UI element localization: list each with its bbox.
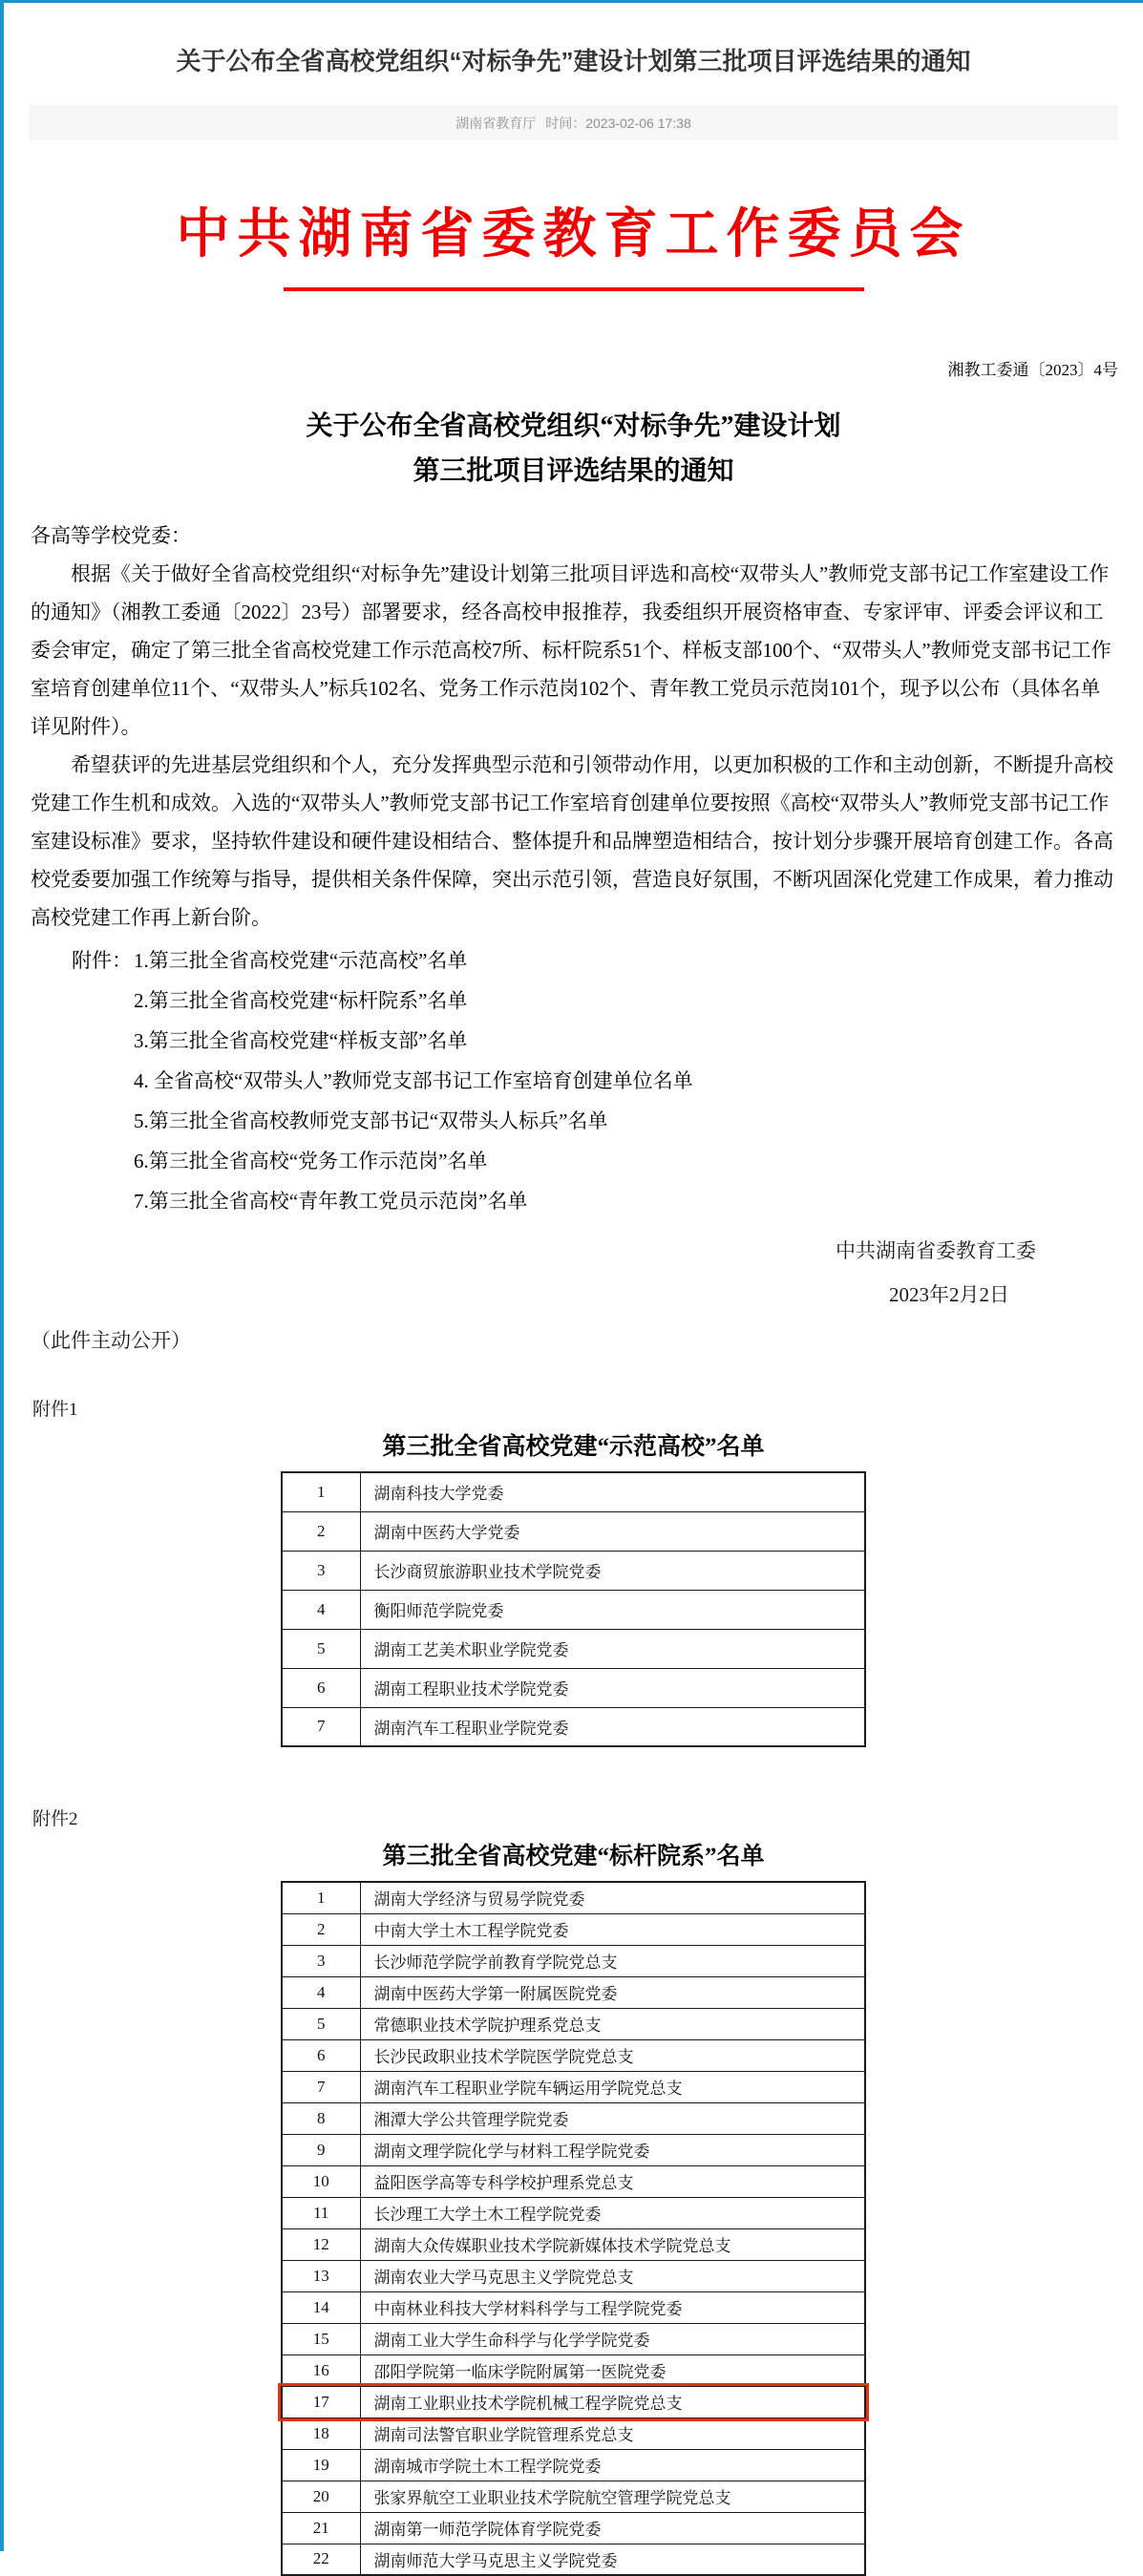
attachment-item: 4. 全省高校“双带头人”教师党支部书记工作室培育创建单位名单 bbox=[134, 1069, 693, 1092]
row-number-cell: 10 bbox=[282, 2165, 360, 2197]
paragraph-1: 根据《关于做好全省高校党组织“对标争先”建设计划第三批项目评选和高校“双带头人”教师党支部书记工作室建设工作的通知》（湘教工委通〔2022〕23号）部署要求，经各高校申报推荐，我委组织开展资格审查、专家评审、评委会评议和工委会审定，确定了第三批全省高校党建工作示范高校7所、标杆院系51个、样板支部100个、“双带头人”教师党支部书记工作室培育创建单位11个、“双带头人”标兵102名、党务工作示范岗102个、青年教工党员示范岗101个，现予以公布（具体名单详见附件）。 bbox=[31, 562, 1111, 738]
row-number-cell: 9 bbox=[282, 2134, 360, 2165]
attachment-item: 7.第三批全省高校“青年教工党员示范岗”名单 bbox=[134, 1190, 528, 1213]
table-row bbox=[282, 1913, 865, 1945]
row-number-cell: 18 bbox=[282, 2418, 360, 2449]
row-name-cell: 湖南工业职业技术学院机械工程学院党总支 bbox=[360, 2386, 865, 2418]
table-row bbox=[282, 1668, 865, 1707]
row-number-cell: 6 bbox=[282, 1668, 360, 1707]
attachment-item: 5.第三批全省高校教师党支部书记“双带头人标兵”名单 bbox=[134, 1109, 608, 1132]
salutation: 各高等学校党委： bbox=[31, 524, 191, 547]
attachment-item: 6.第三批全省高校“党务工作示范岗”名单 bbox=[134, 1150, 488, 1172]
doc-title bbox=[4, 404, 1143, 494]
row-name-cell: 湖南工程职业技术学院党委 bbox=[360, 1668, 865, 1707]
row-name-cell: 湘潭大学公共管理学院党委 bbox=[360, 2102, 865, 2134]
table-row bbox=[282, 1511, 865, 1551]
row-name-cell: 益阳医学高等专科学校护理系党总支 bbox=[360, 2165, 865, 2197]
appendix1-table-wrap bbox=[281, 1471, 866, 1747]
row-number-cell: 4 bbox=[282, 1976, 360, 2008]
table-row bbox=[282, 2481, 865, 2512]
row-number-cell: 14 bbox=[282, 2291, 360, 2323]
table-row bbox=[282, 1551, 865, 1590]
table-row bbox=[282, 2102, 865, 2134]
row-number-cell: 5 bbox=[282, 1629, 360, 1668]
row-number-cell: 7 bbox=[282, 2071, 360, 2102]
table-row bbox=[282, 2449, 865, 2481]
row-name-cell: 湖南中医药大学第一附属医院党委 bbox=[360, 1976, 865, 2008]
appendix1-table bbox=[281, 1471, 866, 1747]
row-number-cell: 11 bbox=[282, 2197, 360, 2228]
table-row bbox=[282, 2291, 865, 2323]
row-number-cell: 4 bbox=[282, 1590, 360, 1629]
attachments-label: 附件： bbox=[72, 949, 132, 972]
row-name-cell: 湖南汽车工程职业学院车辆运用学院党总支 bbox=[360, 2071, 865, 2102]
row-name-cell: 湖南农业大学马克思主义学院党总支 bbox=[360, 2260, 865, 2291]
appendix-1 bbox=[4, 1399, 1143, 1747]
row-name-cell: 湖南师范大学马克思主义学院党委 bbox=[360, 2544, 865, 2575]
table-row bbox=[282, 1629, 865, 1668]
table-row bbox=[282, 2386, 865, 2418]
document-body bbox=[31, 517, 1114, 937]
meta-time: 时间：2023-02-06 17:38 bbox=[545, 115, 691, 131]
table-row bbox=[282, 1707, 865, 1746]
row-number-cell: 1 bbox=[282, 1882, 360, 1913]
row-name-cell: 长沙民政职业技术学院医学院党总支 bbox=[360, 2039, 865, 2071]
row-number-cell: 7 bbox=[282, 1707, 360, 1746]
row-number-cell: 13 bbox=[282, 2260, 360, 2291]
row-name-cell: 湖南城市学院土木工程学院党委 bbox=[360, 2449, 865, 2481]
row-name-cell: 张家界航空工业职业技术学院航空管理学院党总支 bbox=[360, 2481, 865, 2512]
doc-title-line2: 第三批项目评选结果的通知 bbox=[413, 456, 734, 486]
table-row bbox=[282, 2512, 865, 2544]
table-row bbox=[282, 1882, 865, 1913]
table-row bbox=[282, 2418, 865, 2449]
table-row bbox=[282, 2134, 865, 2165]
meta-bar bbox=[29, 105, 1118, 140]
table-row bbox=[282, 2544, 865, 2575]
row-name-cell: 湖南文理学院化学与材料工程学院党委 bbox=[360, 2134, 865, 2165]
row-name-cell: 湖南司法警官职业学院管理系党总支 bbox=[360, 2418, 865, 2449]
row-number-cell: 8 bbox=[282, 2102, 360, 2134]
row-number-cell: 3 bbox=[282, 1945, 360, 1976]
attachments-list bbox=[31, 940, 1114, 1221]
paragraph-2: 希望获评的先进基层党组织和个人，充分发挥典型示范和引领带动作用，以更加积极的工作和主动创新，不断提升高校党建工作生机和成效。入选的“双带头人”教师党支部书记工作室培育创建单位要按照《高校“双带头人”教师党支部书记工作室建设标准》要求，坚持软件建设和硬件建设相结合、整体提升和品牌塑造相结合，按计划分步骤开展培育创建工作。各高校党委要加强工作统筹与指导，提供相关条件保障，突出示范引领，营造良好氛围，不断巩固深化党建工作成果，着力推动高校党建工作再上新台阶。 bbox=[31, 753, 1113, 929]
row-number-cell: 5 bbox=[282, 2008, 360, 2039]
row-number-cell: 20 bbox=[282, 2481, 360, 2512]
row-name-cell: 湖南工艺美术职业学院党委 bbox=[360, 1629, 865, 1668]
attachment-item: 3.第三批全省高校党建“样板支部”名单 bbox=[134, 1029, 468, 1052]
row-name-cell: 湖南工业大学生命科学与化学学院党委 bbox=[360, 2323, 865, 2354]
row-name-cell: 长沙理工大学土木工程学院党委 bbox=[360, 2197, 865, 2228]
doc-number: 湘教工委通〔2023〕4号 bbox=[947, 361, 1118, 379]
signer: 中共湖南省委教育工委 bbox=[836, 1239, 1036, 1262]
row-name-cell: 衡阳师范学院党委 bbox=[360, 1590, 865, 1629]
table-row bbox=[282, 2197, 865, 2228]
attachment-item: 2.第三批全省高校党建“标杆院系”名单 bbox=[134, 989, 468, 1012]
table-row bbox=[282, 2354, 865, 2386]
sign-date: 2023年2月2日 bbox=[889, 1283, 1009, 1306]
table-row bbox=[282, 2071, 865, 2102]
row-number-cell: 21 bbox=[282, 2512, 360, 2544]
row-name-cell: 邵阳学院第一临床学院附属第一医院党委 bbox=[360, 2354, 865, 2386]
appendix2-table bbox=[281, 1881, 866, 2576]
table-row bbox=[282, 2039, 865, 2071]
row-number-cell: 12 bbox=[282, 2228, 360, 2260]
row-number-cell: 1 bbox=[282, 1472, 360, 1511]
letterhead-rule bbox=[284, 287, 864, 291]
disclosure-note: （此件主动公开） bbox=[31, 1329, 191, 1352]
row-number-cell: 19 bbox=[282, 2449, 360, 2481]
row-number-cell: 3 bbox=[282, 1551, 360, 1590]
appendix2-title: 第三批全省高校党建“标杆院系”名单 bbox=[382, 1844, 765, 1869]
row-number-cell: 22 bbox=[282, 2544, 360, 2575]
table-row bbox=[282, 1945, 865, 1976]
table-row bbox=[282, 1590, 865, 1629]
row-name-cell: 长沙师范学院学前教育学院党总支 bbox=[360, 1945, 865, 1976]
row-number-cell: 17 bbox=[282, 2386, 360, 2418]
appendix1-label: 附件1 bbox=[32, 1400, 78, 1420]
row-name-cell: 湖南汽车工程职业学院党委 bbox=[360, 1707, 865, 1746]
table-row bbox=[282, 1976, 865, 2008]
table-row bbox=[282, 2228, 865, 2260]
row-name-cell: 湖南第一师范学院体育学院党委 bbox=[360, 2512, 865, 2544]
row-number-cell: 16 bbox=[282, 2354, 360, 2386]
appendix-2 bbox=[4, 1808, 1143, 2576]
appendix2-table-wrap bbox=[281, 1881, 866, 2576]
page-title: 关于公布全省高校党组织“对标争先”建设计划第三批项目评选结果的通知 bbox=[176, 47, 971, 75]
appendix2-label: 附件2 bbox=[32, 1809, 78, 1829]
row-name-cell: 长沙商贸旅游职业技术学院党委 bbox=[360, 1551, 865, 1590]
row-name-cell: 中南大学土木工程学院党委 bbox=[360, 1913, 865, 1945]
row-number-cell: 6 bbox=[282, 2039, 360, 2071]
table-row bbox=[282, 2323, 865, 2354]
row-number-cell: 2 bbox=[282, 1913, 360, 1945]
row-name-cell: 湖南中医药大学党委 bbox=[360, 1511, 865, 1551]
row-name-cell: 湖南科技大学党委 bbox=[360, 1472, 865, 1511]
table-row bbox=[282, 1472, 865, 1511]
row-name-cell: 湖南大众传媒职业技术学院新媒体技术学院党总支 bbox=[360, 2228, 865, 2260]
appendix1-title: 第三批全省高校党建“示范高校”名单 bbox=[382, 1434, 765, 1460]
doc-title-line1: 关于公布全省高校党组织“对标争先”建设计划 bbox=[306, 412, 841, 441]
table-row bbox=[282, 2008, 865, 2039]
row-number-cell: 2 bbox=[282, 1511, 360, 1551]
row-number-cell: 15 bbox=[282, 2323, 360, 2354]
meta-source: 湖南省教育厅 bbox=[455, 115, 537, 131]
table-row bbox=[282, 2165, 865, 2197]
attachment-item: 1.第三批全省高校党建“示范高校”名单 bbox=[134, 949, 468, 972]
row-name-cell: 常德职业技术学院护理系党总支 bbox=[360, 2008, 865, 2039]
row-name-cell: 湖南大学经济与贸易学院党委 bbox=[360, 1882, 865, 1913]
table-row bbox=[282, 2260, 865, 2291]
letterhead-org: 中共湖南省委教育工作委员会 bbox=[176, 205, 971, 264]
row-name-cell: 中南林业科技大学材料科学与工程学院党委 bbox=[360, 2291, 865, 2323]
